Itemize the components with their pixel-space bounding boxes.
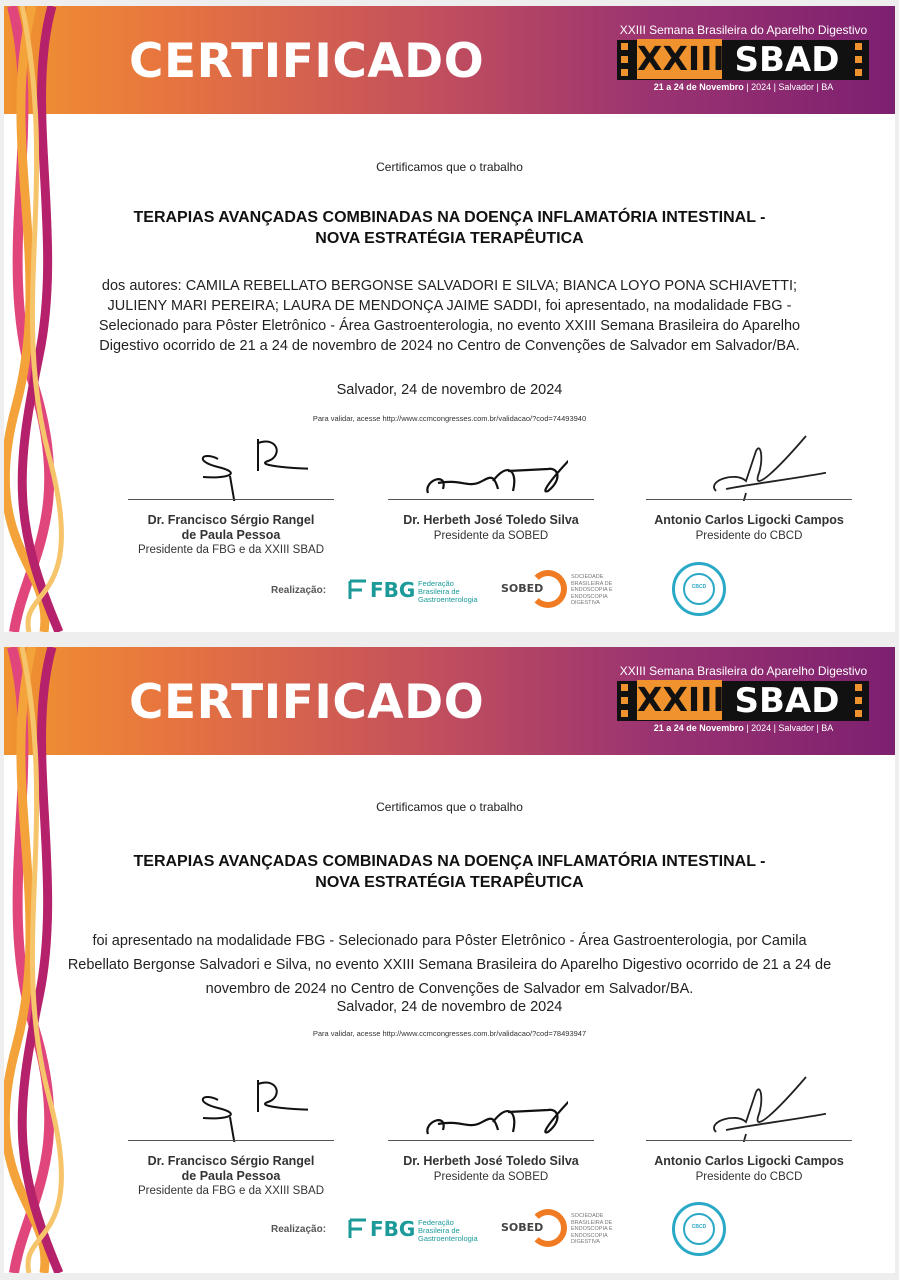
signatory-1-name bbox=[128, 513, 334, 543]
signatory-2-name: Dr. Herbeth José Toledo Silva bbox=[403, 513, 579, 527]
event-year-city: | 2024 | Salvador | BA bbox=[743, 82, 834, 92]
signatory-1-name-line-2: de Paula Pessoa bbox=[181, 528, 281, 542]
signature-2-icon bbox=[418, 1072, 568, 1142]
signatory-3-role: Presidente do CBCD bbox=[695, 1171, 803, 1183]
sobed-desc: SOCIEDADE BRASILEIRA DE ENDOSCOPIA E ENDOSCOPIA DIGESTIVA bbox=[571, 1213, 613, 1245]
intro-text: Certificamos que o trabalho bbox=[376, 800, 523, 814]
certificate-body: dos autores: CAMILA REBELLATO BERGONSE SALVADORI E SILVA; BIANCA LOYO PONA SCHIAVETTI; JULIENY MARI PEREIRA; LAURA DE MENDONÇA JAIME SADDI, foi apresentado, na modalidade FBG - Selecionado para Pôster Eletrônico - Área Gastroenterologia, no evento XXIII Semana Brasileira do Aparelho Digestivo ocorrido de 21 a 24 de novembro de 2024 no Centro de Convenções de Salvador em Salvador/BA. bbox=[98, 278, 801, 354]
fbg-desc: Federação Brasileira de Gastroenterologia bbox=[418, 579, 478, 604]
signatory-3-name: Antonio Carlos Ligocki Campos bbox=[654, 1154, 844, 1168]
validation-link[interactable]: Para validar, acesse http://www.ccmcongresses.com.br/validacao/?cod=74493940 bbox=[312, 414, 587, 423]
sbad-logo bbox=[617, 681, 869, 721]
fbg-mark-icon bbox=[348, 579, 368, 601]
fbg-word: FBG bbox=[370, 1217, 416, 1241]
event-dates bbox=[616, 723, 871, 733]
certificate-body: foi apresentado na modalidade FBG - Selecionado para Pôster Eletrônico - Área Gastroenterologia, por Camila Rebellato Bergonse Salvadori e Silva, no evento XXIII Semana Brasileira do Aparelho Digestivo ocorrido de 21 a 24 de novembro de 2024 no Centro de Convenções de Salvador em Salvador/BA. bbox=[67, 933, 832, 997]
validation-link[interactable]: Para validar, acesse http://www.ccmcongresses.com.br/validacao/?cod=78493947 bbox=[312, 1029, 587, 1038]
work-title bbox=[64, 207, 835, 249]
sobed-desc: SOCIEDADE BRASILEIRA DE ENDOSCOPIA E ENDOSCOPIA DIGESTIVA bbox=[571, 574, 613, 606]
certificate-1 bbox=[4, 6, 895, 632]
signatory-1-role: Presidente da FBG e da XXIII SBAD bbox=[137, 544, 324, 556]
date-line: Salvador, 24 de novembro de 2024 bbox=[336, 999, 563, 1015]
logo-name: SBAD bbox=[734, 681, 840, 721]
event-subtitle: XXIII Semana Brasileira do Aparelho Digestivo bbox=[619, 23, 868, 37]
title-line-1: TERAPIAS AVANÇADAS COMBINADAS NA DOENÇA INFLAMATÓRIA INTESTINAL - bbox=[133, 209, 766, 226]
sobed-logo bbox=[501, 569, 641, 609]
decorative-ribbon bbox=[4, 647, 72, 1273]
cbcd-seal bbox=[672, 1202, 726, 1256]
signatory-1-name-line-1: Dr. Francisco Sérgio Rangel bbox=[147, 1154, 315, 1168]
title-line-1: TERAPIAS AVANÇADAS COMBINADAS NA DOENÇA INFLAMATÓRIA INTESTINAL - bbox=[133, 853, 766, 870]
signature-1-icon bbox=[158, 1072, 308, 1142]
logo-number: XXIII bbox=[637, 39, 725, 78]
cbcd-text: CBCD bbox=[691, 1224, 707, 1230]
signatory-3-role: Presidente do CBCD bbox=[695, 530, 803, 542]
signature-2-icon bbox=[418, 431, 568, 501]
event-subtitle: XXIII Semana Brasileira do Aparelho Digestivo bbox=[619, 664, 868, 678]
signature-3-icon bbox=[676, 431, 826, 501]
work-title bbox=[64, 851, 835, 893]
signatory-1-name bbox=[128, 1154, 334, 1184]
certificate-heading: CERTIFICADO bbox=[129, 675, 485, 730]
signatory-2-name: Dr. Herbeth José Toledo Silva bbox=[403, 1154, 579, 1168]
fbg-logo bbox=[348, 1216, 478, 1242]
signatory-3-name: Antonio Carlos Ligocki Campos bbox=[654, 513, 844, 527]
signatory-1-name-line-2: de Paula Pessoa bbox=[181, 1169, 281, 1183]
signature-1-icon bbox=[158, 431, 308, 501]
sobed-word: SOBED bbox=[501, 582, 544, 595]
signatory-2-role: Presidente da SOBED bbox=[433, 530, 549, 542]
signatory-2-role: Presidente da SOBED bbox=[433, 1171, 549, 1183]
signatory-1-name-line-1: Dr. Francisco Sérgio Rangel bbox=[147, 513, 315, 527]
logo-number: XXIII bbox=[637, 680, 725, 719]
sobed-logo bbox=[501, 1208, 641, 1248]
cbcd-seal bbox=[672, 562, 726, 616]
event-year-city: | 2024 | Salvador | BA bbox=[743, 723, 834, 733]
title-line-2: NOVA ESTRATÉGIA TERAPÊUTICA bbox=[315, 874, 584, 891]
signature-3-icon bbox=[676, 1072, 826, 1142]
event-dates-bold: 21 a 24 de Novembro bbox=[653, 723, 744, 733]
signatory-1-role: Presidente da FBG e da XXIII SBAD bbox=[137, 1185, 324, 1197]
fbg-logo bbox=[348, 577, 478, 603]
intro-text: Certificamos que o trabalho bbox=[376, 160, 523, 174]
decorative-ribbon bbox=[4, 6, 72, 632]
sbad-logo bbox=[617, 40, 869, 80]
sobed-word: SOBED bbox=[501, 1221, 544, 1234]
title-line-2: NOVA ESTRATÉGIA TERAPÊUTICA bbox=[315, 230, 584, 247]
logo-name: SBAD bbox=[734, 40, 840, 80]
date-line: Salvador, 24 de novembro de 2024 bbox=[336, 382, 563, 398]
event-dates-bold: 21 a 24 de Novembro bbox=[653, 82, 744, 92]
fbg-mark-icon bbox=[348, 1218, 368, 1240]
event-dates bbox=[616, 82, 871, 92]
certificate-2 bbox=[4, 647, 895, 1273]
fbg-desc: Federação Brasileira de Gastroenterologia bbox=[418, 1218, 478, 1243]
cbcd-text: CBCD bbox=[691, 584, 707, 590]
fbg-word: FBG bbox=[370, 578, 416, 602]
realizacao-label: Realização: bbox=[271, 585, 327, 596]
certificate-heading: CERTIFICADO bbox=[129, 34, 485, 89]
realizacao-label: Realização: bbox=[271, 1224, 327, 1235]
